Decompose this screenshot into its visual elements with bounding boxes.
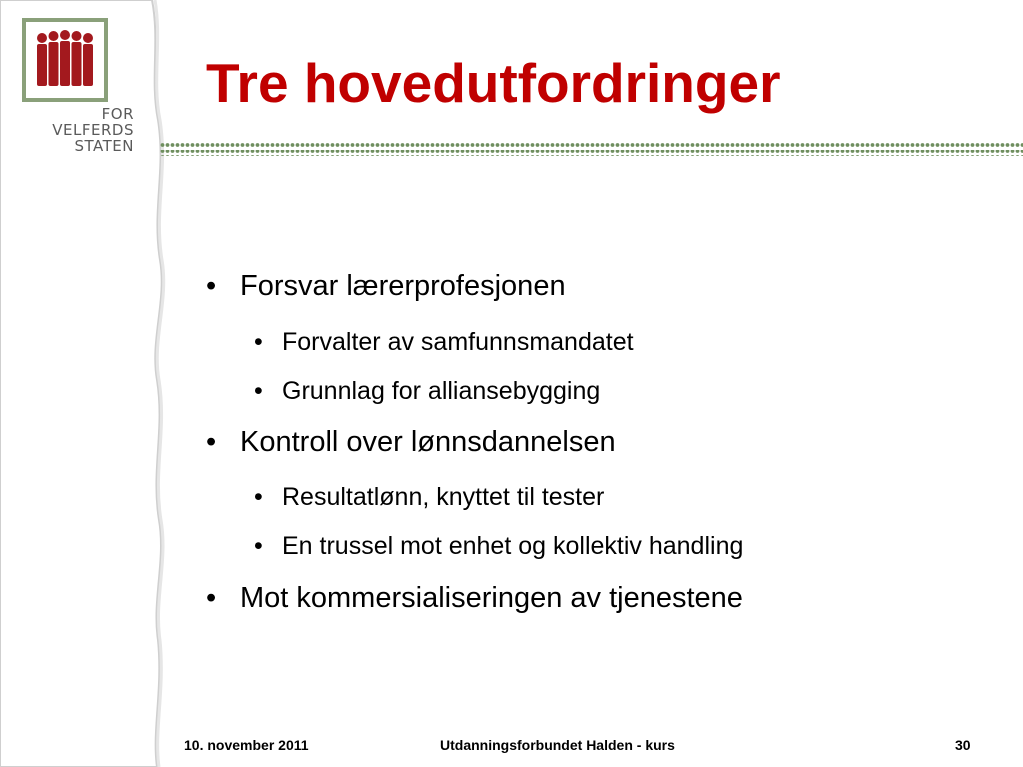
- bullet-text: Kontroll over lønnsdannelsen: [240, 426, 616, 458]
- bullet-marker: •: [254, 483, 263, 511]
- bullet-marker: •: [254, 377, 263, 405]
- sub-bullet-text: Grunnlag for alliansebygging: [282, 377, 601, 405]
- footer-center-text: Utdanningsforbundet Halden - kurs: [440, 737, 675, 753]
- bullet-marker: •: [254, 328, 263, 356]
- dotted-divider: [160, 142, 1023, 160]
- bullet-text: Forsvar lærerprofesjonen: [240, 270, 566, 302]
- logo-text-line-1: FOR: [101, 105, 134, 123]
- footer-date: 10. november 2011: [184, 737, 309, 753]
- bullet-marker: •: [206, 582, 217, 614]
- logo-frame: [22, 18, 108, 102]
- footer-page-number: 30: [955, 737, 971, 753]
- sub-bullet-text: Forvalter av samfunnsmandatet: [282, 328, 634, 356]
- slide-title: Tre hovedutfordringer: [206, 52, 781, 114]
- logo-text-line-2: VELFERDS: [52, 121, 134, 139]
- bullet-text: Mot kommersialiseringen av tjenestene: [240, 582, 743, 614]
- bullet-marker: •: [206, 426, 217, 458]
- bullet-marker: •: [254, 532, 263, 560]
- logo: [22, 18, 134, 163]
- logo-text-line-3: STATEN: [74, 137, 134, 155]
- sub-bullet-text: Resultatlønn, knyttet til tester: [282, 483, 605, 511]
- bullet-marker: •: [206, 270, 217, 302]
- sub-bullet-text: En trussel mot enhet og kollektiv handling: [282, 532, 744, 560]
- people-figures-icon: [36, 30, 94, 90]
